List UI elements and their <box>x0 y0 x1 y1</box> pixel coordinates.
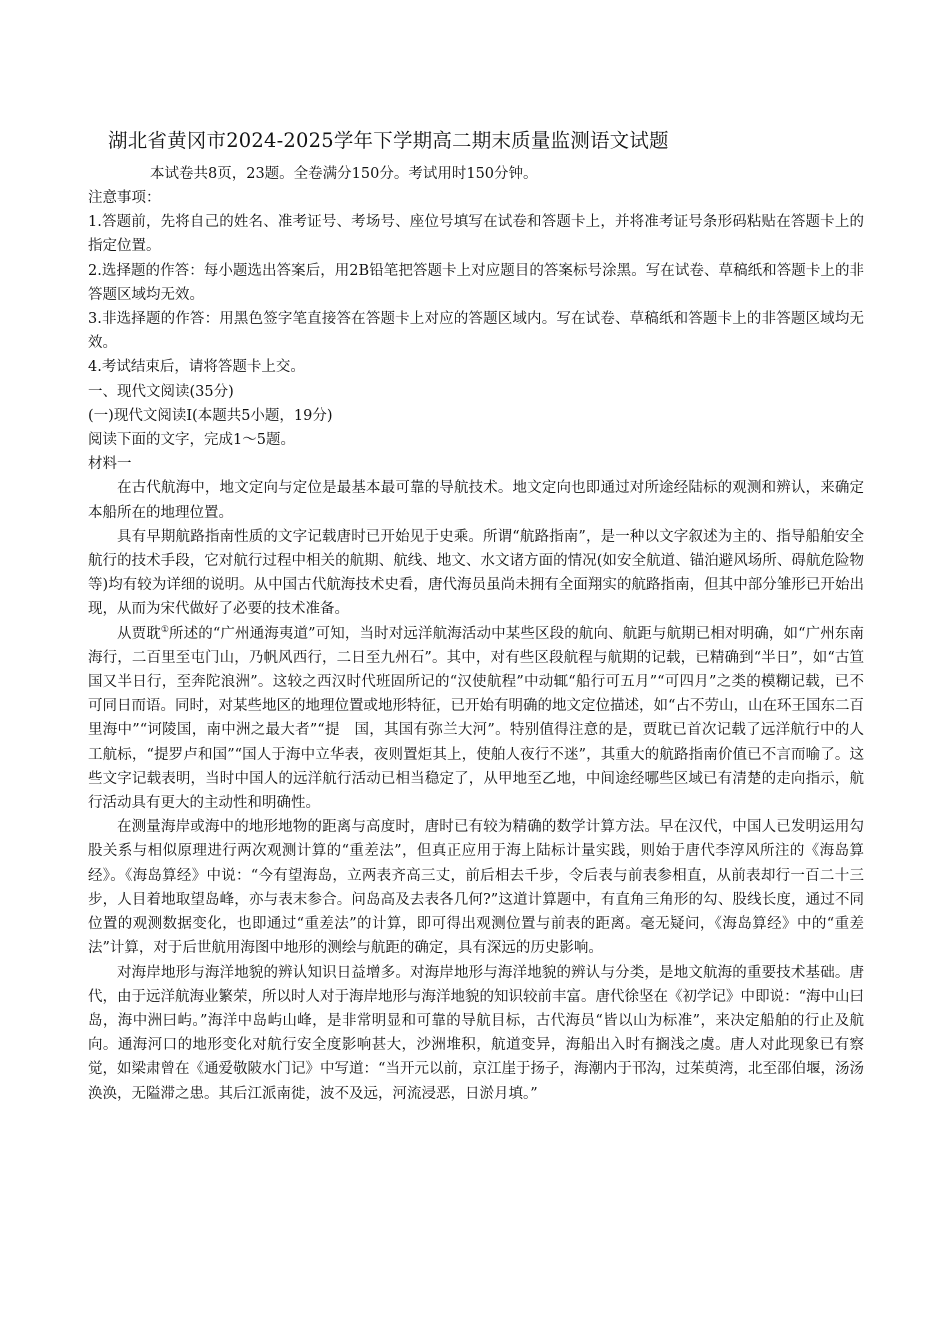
paragraph: 在测量海岸或海中的地形地物的距离与高度时，唐时已有较为精确的数学计算方法。早在汉代，中国人已发明运用勾股关系与相似原理进行两次观测计算的“重差法”，但真正应用于海上陆标计量实践，则始于唐代李淳风所注的《海岛算经》。《海岛算经》中说：“今有望海岛，立两表齐高三丈，前后相去千步，令后表与前表参相直，从前表却行一百二十三步，人目着地取望岛峰，亦与表末参合。问岛高及去表各几何?”这道计算题中，有直角三角形的勾、股线长度，通过不同位置的观测数据变化，也即通过“重差法”的计算，即可得出观测位置与前表的距离。毫无疑问，《海岛算经》中的“重差法”计算，对于后世航用海图中地形的测绘与航距的确定，具有深远的历史影响。 <box>88 819 864 957</box>
section-heading: 一、现代文阅读(35分) <box>88 383 234 400</box>
paragraph-text: 所述的“广州通海夷道”可知，当时对远洋航海活动中某些区段的航向、航距与航期已相对明确，如“广州东南海行，二百里至屯门山，乃帆风西行，二日至九州石”。其中，对有些区段航程与航期的记载，已精确到“半日”，如“古笪国又半日行，至奔陀浪洲”。这较之西汉时代班固所记的“汉使航程”中动辄“船行可五月”“可四月”之类的模糊记载，已不可同日而语。同时，对某些地区的地理位置或地形特征，已开始有明确的地文定位描述，如“占不劳山，山在环王国东二百里海中”“诃陵国，南中洲之最大者”“提 国，其国有弥兰大河”。特别值得注意的是，贾耽已首次记载了远洋航行中的人工航标，“提罗卢和国”“国人于海中立华表，夜则置炬其上，使舶人夜行不迷”，其重大的航路指南价值已不言而喻了。这些文字记载表明，当时中国人的远洋航行活动已相当稳定了，从甲地至乙地，中间途经哪些区域已有清楚的走向指示，航行活动具有更大的主动性和明确性。 <box>88 625 864 812</box>
paragraph: 对海岸地形与海洋地貌的辨认知识日益增多。对海岸地形与海洋地貌的辨认与分类，是地文航海的重要技术基础。唐代，由于远洋航海业繁荣，所以时人对于海岸地形与海洋地貌的知识较前丰富。唐代徐坚在《初学记》中即说：“海中山曰岛，海中洲曰屿。”海洋中岛屿山峰，是非常明显和可靠的导航目标，古代海员“皆以山为标准”，来决定船舶的行止及航向。通海河口的地形变化对航行安全度影响甚大，沙洲堆积，航道变异，海船出入时有搁浅之虞。唐人对此现象已有察觉，如梁肃曾在《通爱敬陂水门记》中写道：“当开元以前，京江崖于扬子，海潮内于邗沟，过茱萸湾，北至邵伯堰，汤汤涣涣，无隘滞之患。其后江派南徙，波不及远，河流浸恶，日淤月填。” <box>88 964 864 1102</box>
paragraph-text: 从贾耽 <box>117 625 161 642</box>
exam-meta: 本试卷共8页，23题。全卷满分150分。考试用时150分钟。 <box>150 166 538 182</box>
notice-item: 4.考试结束后，请将答题卡上交。 <box>88 359 305 376</box>
notice-item: 2.选择题的作答：每小题选出答案后，用2B铅笔把答题卡上对应题目的答案标号涂黑。写在试卷、草稿纸和答题卡上的非答题区域均无效。 <box>88 262 864 303</box>
footnote-marker: ① <box>160 624 170 635</box>
paragraph: 在古代航海中，地文定向与定位是最基本最可靠的导航技术。地文定向也即通过对所途经陆标的观测和辨认，来确定本船所在的地理位置。 <box>88 480 864 521</box>
material-label: 材料一 <box>88 456 132 473</box>
exam-title: 湖北省黄冈市2024-2025学年下学期高二期末质量监测语文试题 <box>108 129 669 152</box>
notice-item: 3.非选择题的作答：用黑色签字笔直接答在答题卡上对应的答题区域内。写在试卷、草稿纸和答题卡上的非答题区域均无效。 <box>88 311 864 352</box>
paragraph: 具有早期航路指南性质的文字记载唐时已开始见于史乘。所谓“航路指南”，是一种以文字叙述为主的、指导船舶安全航行的技术手段，它对航行过程中相关的航期、航线、地文、水文诸方面的情况(如安全航道、锚泊避风场所、碍航危险物等)均有较为详细的说明。从中国古代航海技术史看，唐代海员虽尚未拥有全面翔实的航路指南，但其中部分雏形已开始出现，从而为宋代做好了必要的技术准备。 <box>88 528 864 618</box>
reading-instruction: 阅读下面的文字，完成1～5题。 <box>88 432 295 449</box>
paragraph <box>88 622 864 816</box>
notice-heading: 注意事项： <box>88 190 161 206</box>
notice-item: 1.答题前，先将自己的姓名、准考证号、考场号、座位号填写在试卷和答题卡上，并将准考证号条形码粘贴在答题卡上的指定位置。 <box>88 214 864 255</box>
subsection-heading: (一)现代文阅读Ⅰ(本题共5小题，19分) <box>88 407 333 424</box>
